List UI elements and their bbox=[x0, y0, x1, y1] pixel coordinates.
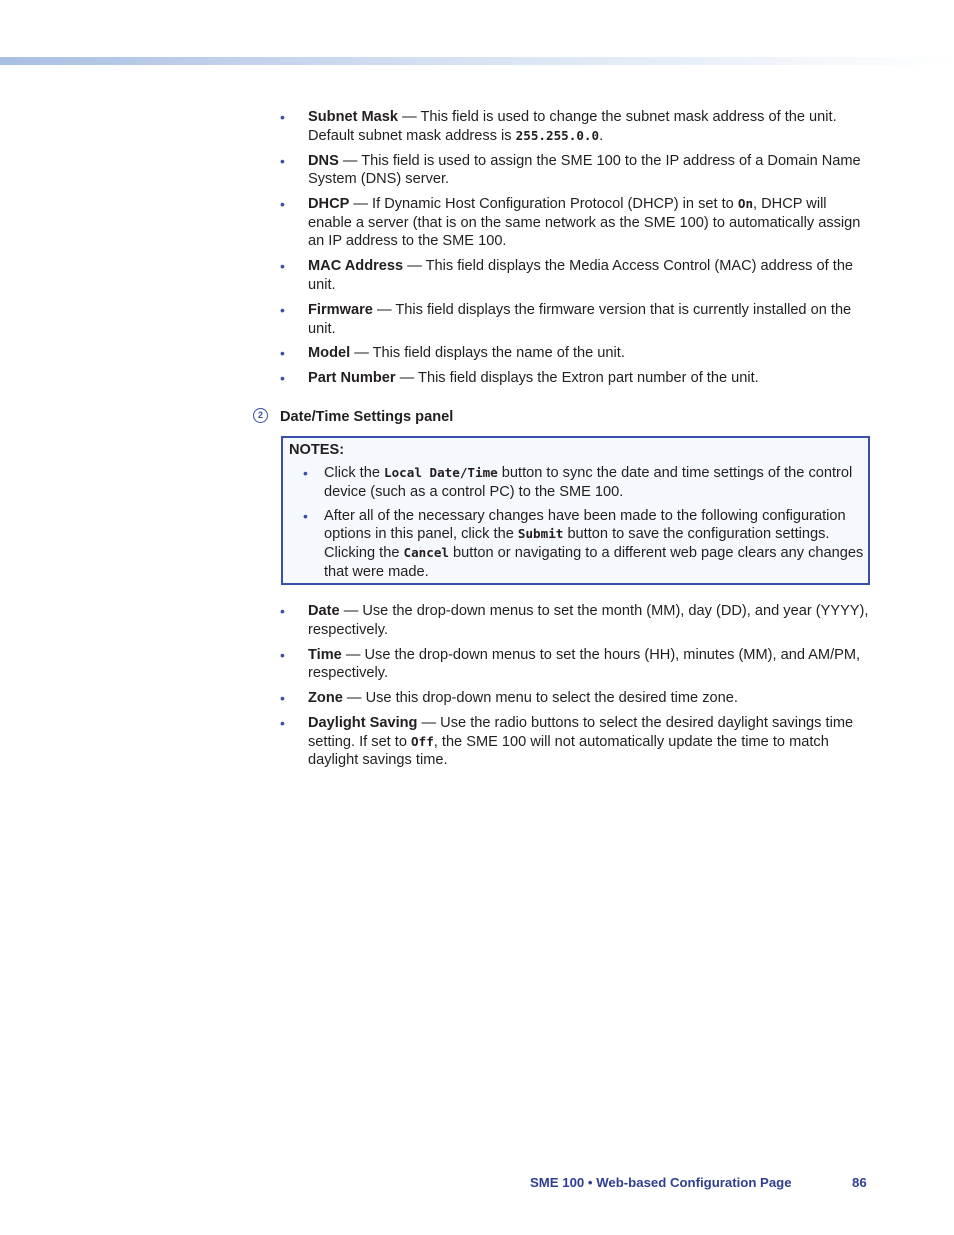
list-item: • Firmware — This field displays the firmware version that is currently installed on the unit. bbox=[280, 301, 870, 338]
list-item: • MAC Address — This field displays the Media Access Control (MAC) address of the unit. bbox=[280, 257, 870, 294]
note-item: • Click the Local Date/Time button to sync the date and time settings of the control device (such as a control PC) to the SME 100. bbox=[303, 464, 865, 501]
item-term: Zone bbox=[308, 690, 343, 707]
code-value: Off bbox=[411, 733, 434, 749]
field-description-list bbox=[280, 108, 870, 394]
list-item: • Model — This field displays the name of the unit. bbox=[280, 344, 870, 363]
item-term: Part Number bbox=[308, 370, 396, 387]
item-term: Model bbox=[308, 345, 351, 362]
item-term: Time bbox=[308, 646, 342, 663]
notes-box bbox=[281, 436, 870, 585]
list-item: • DNS — This field is used to assign the SME 100 to the IP address of a Domain Name System (DNS) server. bbox=[280, 152, 870, 189]
item-term: Daylight Saving bbox=[308, 715, 418, 732]
list-item: • Part Number — This field displays the Extron part number of the unit. bbox=[280, 369, 870, 388]
item-term: Subnet Mask bbox=[308, 109, 399, 125]
section-title: Date/Time Settings panel bbox=[280, 409, 454, 425]
note-item: • After all of the necessary changes have been made to the following configuration options in this panel, click the Submit button to save the configuration settings. Clicking the Cancel button or navigating to a different web page clears any changes that were made. bbox=[303, 507, 865, 581]
list-item: • DHCP — If Dynamic Host Configuration Protocol (DHCP) in set to On, DHCP will enable a server (that is on the same network as the SME 100) to automatically assign an IP address to the SME 100. bbox=[280, 195, 870, 251]
code-value: Cancel bbox=[403, 544, 449, 560]
item-term: MAC Address bbox=[308, 258, 404, 275]
footer-title: SME 100 • Web-based Configuration Page bbox=[530, 1175, 792, 1190]
list-item: • Subnet Mask — This field is used to change the subnet mask address of the unit. Default subnet mask address is 255.255.0.0. bbox=[280, 108, 870, 145]
header-gradient-bar bbox=[0, 57, 954, 65]
date-time-field-list bbox=[280, 602, 870, 776]
code-value: Local Date/Time bbox=[384, 465, 498, 480]
list-item: • Zone — Use this drop-down menu to select the desired time zone. bbox=[280, 689, 870, 708]
circled-number-icon: 2 bbox=[253, 408, 268, 423]
page-number: 86 bbox=[852, 1175, 867, 1190]
item-term: Firmware bbox=[308, 301, 373, 318]
list-item: • Time — Use the drop-down menus to set the hours (HH), minutes (MM), and AM/PM, respectively. bbox=[280, 646, 870, 683]
code-value: On bbox=[737, 196, 754, 212]
notes-list bbox=[303, 464, 865, 587]
item-term: Date bbox=[308, 603, 340, 619]
item-term: DHCP bbox=[308, 196, 350, 213]
item-term: DNS bbox=[308, 152, 339, 169]
list-item: • Date — Use the drop-down menus to set the month (MM), day (DD), and year (YYYY), respectively. bbox=[280, 602, 870, 639]
list-item: • Daylight Saving — Use the radio buttons to select the desired daylight savings time setting. If set to Off, the SME 100 will not automatically update the time to match daylight savings time. bbox=[280, 714, 870, 770]
notes-title: NOTES: bbox=[289, 442, 345, 458]
code-value: 255.255.0.0 bbox=[515, 127, 600, 143]
code-value: Submit bbox=[517, 526, 564, 542]
section-heading bbox=[253, 407, 853, 429]
